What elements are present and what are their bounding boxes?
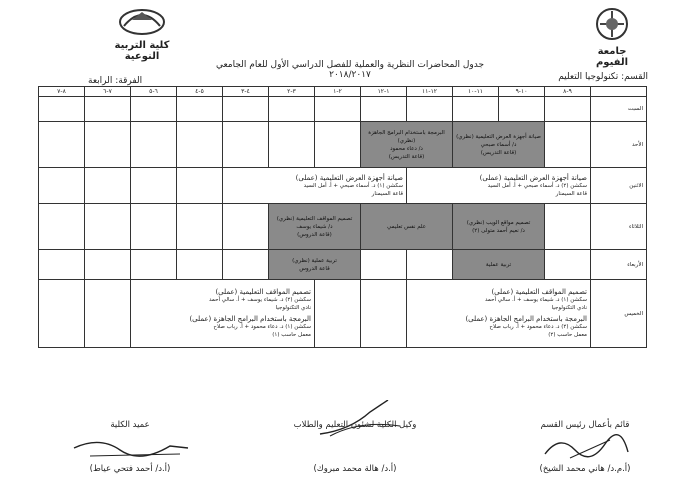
time-slot: ١٢-١١ — [407, 87, 453, 97]
day-label: الثلاثاء — [591, 204, 647, 250]
session-cell: تصميم المواقف التعليمية (عملى) سكشن (٢) د. شيماء يوسف + أ. سالي أحمد نادي التكنولوجيا البرمجة باستخدام البرامج الجاهزة (عملى) سكشن (١) د. دعاء محمود + أ. رباب صلاح معمل حاسب (١) — [131, 280, 315, 348]
page-title: جدول المحاضرات النظرية والعملية للفصل الدراسي الأول للعام الجامعي ٢٠١٨/٢٠١٧ — [215, 60, 485, 80]
signature-block-vice-dean — [270, 420, 440, 474]
day-label: السبت — [591, 97, 647, 122]
signature-title: عميد الكلية — [110, 420, 150, 430]
faculty-logo — [112, 6, 172, 62]
schedule-table — [38, 86, 647, 348]
department-label: القسم: تكنولوجيا التعليم — [558, 72, 648, 82]
time-slot: ٥-٤ — [177, 87, 223, 97]
handwritten-signature — [540, 432, 630, 462]
time-slot: ٩-٨ — [545, 87, 591, 97]
day-row-sunday — [39, 122, 647, 168]
day-label: الأحد — [591, 122, 647, 168]
time-header-row — [39, 87, 647, 97]
faculty-name: كلية التربية النوعية — [114, 40, 170, 62]
session-cell: علم نفس تعليمي — [361, 204, 453, 250]
signature-block-dean — [60, 420, 200, 474]
session-cell: تصميم مواقع الويب (نظري) د/ نعيم أحمد متولى (٢) — [453, 204, 545, 250]
session-cell: صيانة أجهزة العرض التعليمية (عملى) سكشن (٢) د. أسماء صبحي + أ. أمل السيد قاعة السيمنار — [407, 168, 591, 204]
time-slot: ٦-٥ — [131, 87, 177, 97]
day-label: الخميس — [591, 280, 647, 348]
time-slot: ١-١٢ — [361, 87, 407, 97]
day-row-wednesday — [39, 250, 647, 280]
session-cell: البرمجة باستخدام البرامج الجاهزة (نظري) د/ دعاء محمود (قاعة التدريس) — [361, 122, 453, 168]
time-slot: ٣-٢ — [269, 87, 315, 97]
university-name: جامعة الفيوم — [595, 46, 629, 68]
day-row-tuesday — [39, 204, 647, 250]
session-cell: صيانة أجهزة العرض التعليمية (عملى) سكشن (١) د. أسماء صبحي + أ. أمل السيد قاعة السيمنار — [223, 168, 407, 204]
session-cell: تصميم المواقف التعليمية (نظري) د/ شيماء يوسف (قاعة الدروس) — [269, 204, 361, 250]
time-slot: ٨-٧ — [39, 87, 85, 97]
signature-title: وكيل الكلية لشئون التعليم والطلاب — [293, 420, 417, 430]
signature-name: (أ.د/ هالة محمد مبروك) — [313, 464, 397, 474]
time-slot: ١٠-٩ — [499, 87, 545, 97]
handwritten-signature — [70, 434, 190, 462]
corner-cell — [591, 87, 647, 97]
year-level-label: الفرقة: الرابعة — [88, 76, 143, 86]
signature-name: (أ.د/ أحمد فتحي عياط) — [89, 464, 171, 474]
time-slot: ٧-٦ — [85, 87, 131, 97]
time-slot: ٤-٣ — [223, 87, 269, 97]
session-cell: تصميم المواقف التعليمية (عملى) سكشن (١) د. شيماء يوسف + أ. سالي أحمد نادي التكنولوجيا البرمجة باستخدام البرامج الجاهزة (عملى) سكشن (٢) د. دعاء محمود + أ. رباب صلاح معمل حاسب (٢) — [407, 280, 591, 348]
session-cell: تربية عملية (نظري) قاعة الدروس — [269, 250, 361, 280]
university-logo — [586, 6, 638, 68]
day-label: الاثنين — [591, 168, 647, 204]
session-cell: تربية عملية — [453, 250, 545, 280]
day-row-monday — [39, 168, 647, 204]
day-row-saturday — [39, 97, 647, 122]
session-cell: صيانة أجهزة العرض التعليمية (نظري) د/ أسماء صبحي (قاعة التدريس) — [453, 122, 545, 168]
day-row-thursday — [39, 280, 647, 348]
day-label: الأربعاء — [591, 250, 647, 280]
time-slot: ١١-١٠ — [453, 87, 499, 97]
handwritten-signature — [310, 400, 410, 440]
time-slot: ٢-١ — [315, 87, 361, 97]
signature-name: (أ.م.د/ هاني محمد الشيخ) — [539, 464, 631, 474]
signature-block-department-head — [520, 420, 650, 474]
signature-title: قائم بأعمال رئيس القسم — [540, 420, 630, 430]
